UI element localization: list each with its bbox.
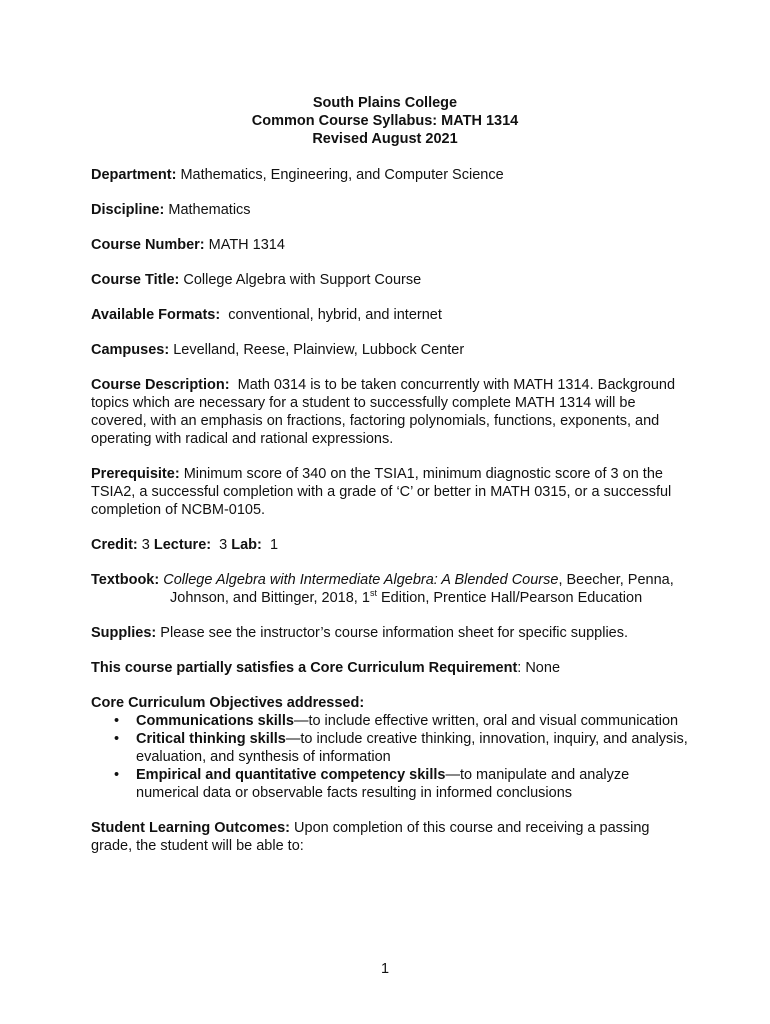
objective-title: Empirical and quantitative competency skills — [136, 767, 446, 783]
course-title-label: Course Title: — [91, 272, 180, 288]
textbook-title: College Algebra with Intermediate Algebra: A Blended Course — [163, 572, 559, 588]
course-title-field — [91, 271, 691, 289]
credit-field — [91, 536, 691, 554]
credit-value: 3 — [141, 537, 150, 553]
syllabus-title: Common Course Syllabus: MATH 1314 — [251, 113, 519, 129]
list-item — [91, 712, 691, 730]
prerequisite-label: Prerequisite: — [91, 466, 180, 482]
core-requirement-label: This course partially satisfies a Core Curriculum Requirement — [91, 660, 518, 676]
objective-text: —to include effective written, oral and visual communication — [293, 713, 679, 729]
supplies-field — [91, 624, 691, 642]
objective-title: Communications skills — [136, 713, 294, 729]
textbook-edition-superscript: st — [369, 588, 377, 599]
objective-text: —to include creative thinking, innovation, inquiry, and analysis, evaluation, and synthesis of information — [136, 731, 688, 765]
department-label: Department: — [91, 167, 177, 183]
lecture-label: Lecture: — [153, 537, 212, 553]
formats-field — [91, 306, 691, 324]
core-requirement-value: : None — [517, 660, 561, 676]
lab-label: Lab: — [231, 537, 262, 553]
learning-outcomes-value: Upon completion of this course and receiving a passing grade, the student will be able to: — [91, 820, 650, 854]
campuses-value: Levelland, Reese, Plainview, Lubbock Center — [173, 342, 465, 358]
campuses-field — [91, 341, 691, 359]
page-number: 1 — [380, 961, 390, 977]
textbook-field — [91, 571, 691, 607]
revision-date: Revised August 2021 — [312, 131, 458, 147]
supplies-label: Supplies: — [91, 625, 157, 641]
supplies-value: Please see the instructor’s course information sheet for specific supplies. — [160, 625, 629, 641]
list-item — [91, 730, 691, 766]
objective-title: Critical thinking skills — [136, 731, 286, 747]
list-item — [91, 766, 691, 802]
course-number-label: Course Number: — [91, 237, 205, 253]
course-title-value: College Algebra with Support Course — [183, 272, 422, 288]
bullet-icon: • — [114, 713, 120, 729]
learning-outcomes-label: Student Learning Outcomes: — [91, 820, 290, 836]
textbook-details-end: Edition, Prentice Hall/Pearson Education — [376, 590, 643, 606]
objective-text: —to manipulate and analyze numerical data or observable facts resulting in informed conclusions — [136, 767, 630, 801]
prerequisite-value: Minimum score of 340 on the TSIA1, minimum diagnostic score of 3 on the TSIA2, a successful completion with a grade of ‘C’ or better in MATH 0315, or a successful completion of NCBM-0105. — [91, 466, 672, 518]
lab-value: 1 — [269, 537, 279, 553]
syllabus-body — [91, 166, 691, 872]
textbook-label: Textbook: — [91, 572, 160, 588]
core-requirement-field — [91, 659, 691, 677]
document-header — [0, 94, 770, 148]
prerequisite-field — [91, 465, 691, 519]
learning-outcomes-field — [91, 819, 691, 855]
course-description-field — [91, 376, 691, 448]
college-name: South Plains College — [312, 95, 458, 111]
department-value: Mathematics, Engineering, and Computer Science — [180, 167, 504, 183]
course-number-value: MATH 1314 — [208, 237, 285, 253]
bullet-icon: • — [114, 731, 120, 747]
discipline-label: Discipline: — [91, 202, 165, 218]
core-objectives-section — [91, 694, 691, 802]
core-objectives-heading: Core Curriculum Objectives addressed: — [91, 695, 365, 711]
course-description-label: Course Description: — [91, 377, 230, 393]
lecture-value: 3 — [219, 537, 228, 553]
department-field — [91, 166, 691, 184]
credit-label: Credit: — [91, 537, 138, 553]
discipline-field — [91, 201, 691, 219]
bullet-icon: • — [114, 767, 120, 783]
formats-label: Available Formats: — [91, 307, 221, 323]
course-description-value: Math 0314 is to be taken concurrently with MATH 1314. Background topics which are necessary for a student to successfully complete MATH 1314 will be covered, with an emphasis on fractions, factoring polynomials, functions, exponents, and operating with radical and rational expressions. — [91, 377, 676, 447]
core-objectives-list — [91, 712, 691, 802]
campuses-label: Campuses: — [91, 342, 170, 358]
discipline-value: Mathematics — [168, 202, 251, 218]
course-number-field — [91, 236, 691, 254]
textbook-details: , Beecher, Penna, Johnson, and Bittinger, 2018, 1 — [170, 572, 674, 606]
formats-value: conventional, hybrid, and internet — [228, 307, 442, 323]
